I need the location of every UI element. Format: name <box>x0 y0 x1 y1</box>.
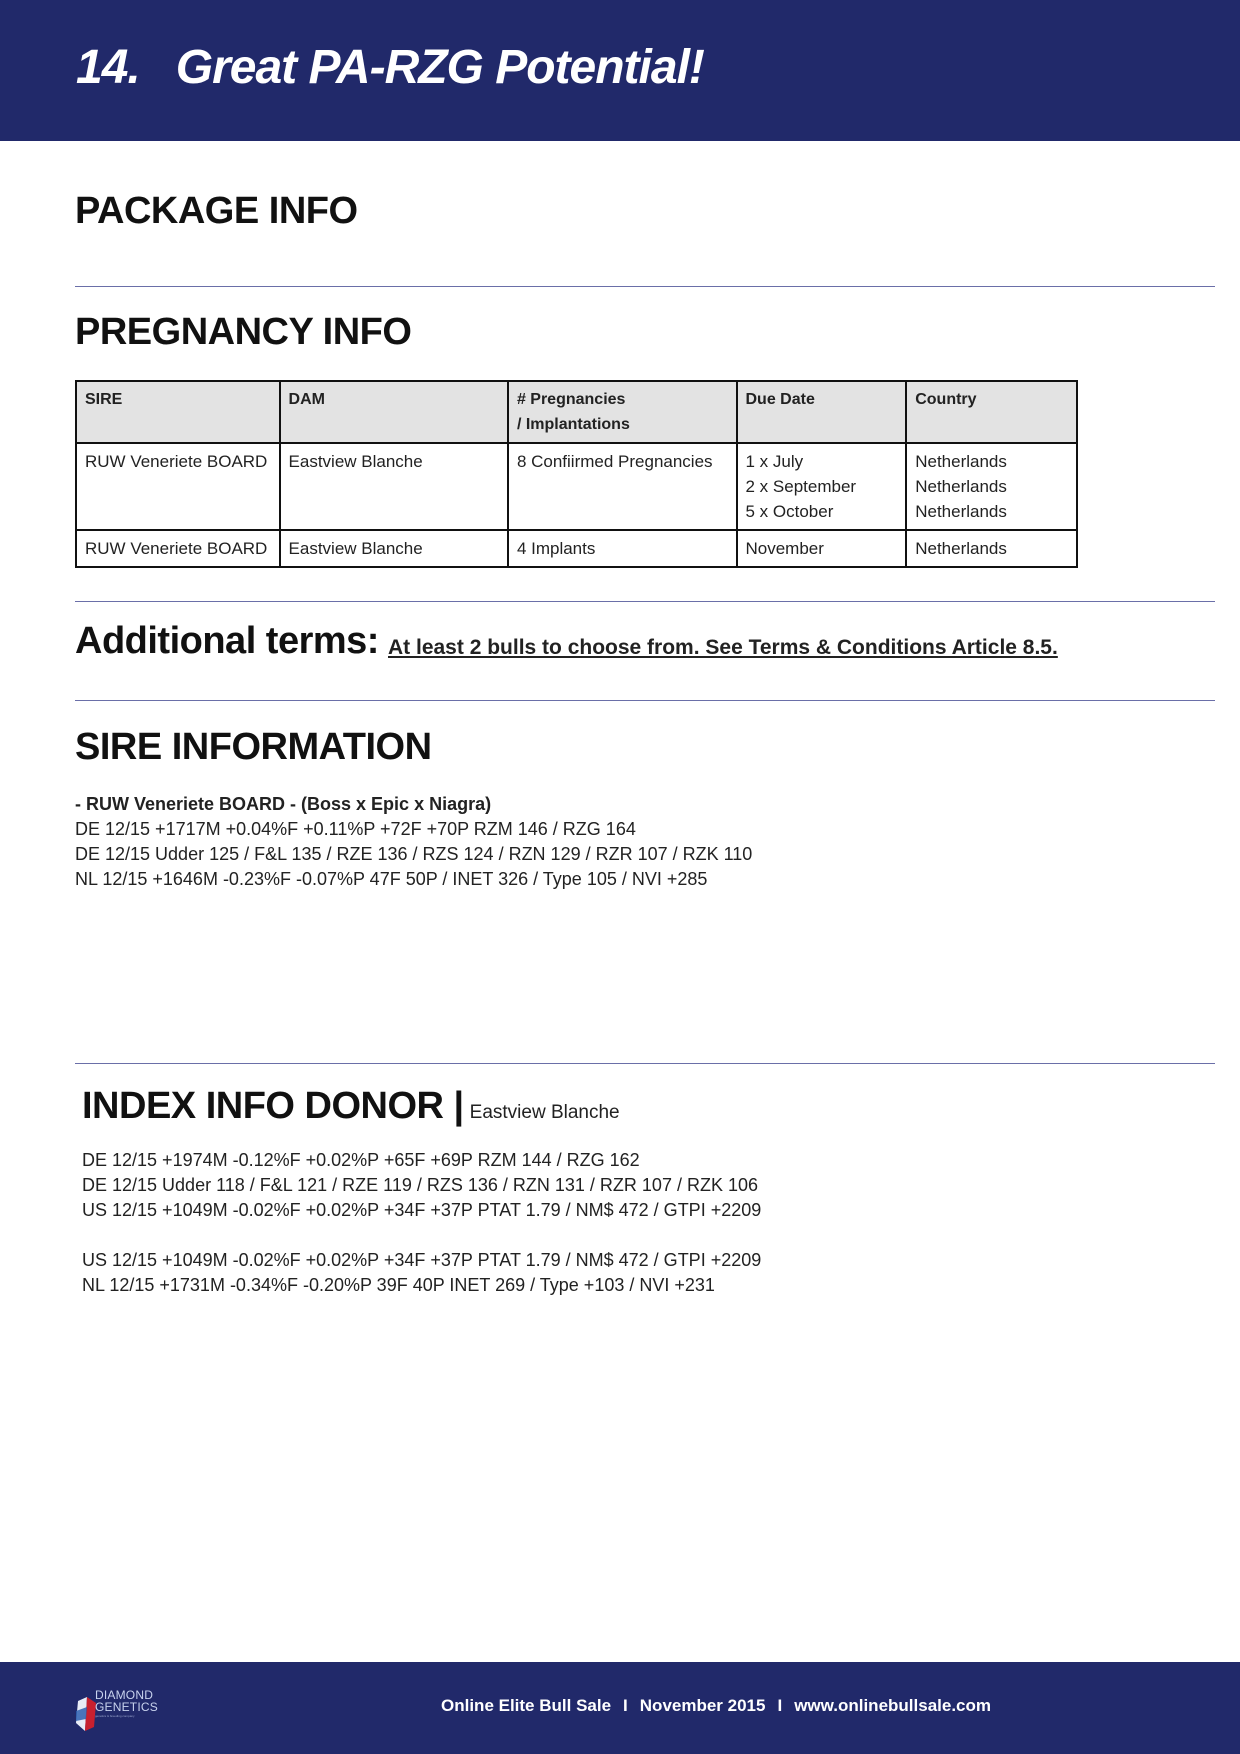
sire-index-line: NL 12/15 +1646M -0.23%F -0.07%P 47F 50P / INET 326 / Type 105 / NVI +285 <box>75 869 708 889</box>
page-header <box>0 0 1240 141</box>
sire-index-line: DE 12/15 Udder 125 / F&L 135 / RZE 136 / RZS 124 / RZN 129 / RZR 107 / RZK 110 <box>75 844 753 864</box>
sire-information-heading: SIRE INFORMATION <box>75 726 432 768</box>
donor-index-line: DE 12/15 +1974M -0.12%F +0.02%P +65F +69P RZM 144 / RZG 162 <box>82 1150 640 1170</box>
due-date-line: 5 x October <box>745 502 834 521</box>
table-header-row <box>76 381 1077 443</box>
cell-count: 8 Confiirmed Pregnancies <box>508 443 737 530</box>
column-header-pregnancies <box>508 381 737 443</box>
country-line: Netherlands <box>915 477 1007 496</box>
divider <box>75 700 1215 701</box>
column-header-pregnancies-line1: # Pregnancies <box>516 391 626 408</box>
footer-website-link[interactable]: www.onlinebullsale.com <box>794 1696 991 1715</box>
pregnancy-table <box>75 380 1078 568</box>
logo-line-genetics: GENETICS <box>95 1700 158 1714</box>
spacer <box>82 1223 761 1248</box>
cell-dam: Eastview Blanche <box>280 530 508 567</box>
logo-line-diamond: DIAMOND <box>95 1688 154 1702</box>
donor-index-line: NL 12/15 +1731M -0.34%F -0.20%P 39F 40P INET 269 / Type +103 / NVI +231 <box>82 1275 715 1295</box>
cell-due-date <box>737 443 907 530</box>
lot-title: Great PA-RZG Potential! <box>175 41 704 94</box>
footer-separator: I <box>623 1696 628 1715</box>
donor-index-line: US 12/15 +1049M -0.02%F +0.02%P +34F +37P PTAT 1.79 / NM$ 472 / GTPI +2209 <box>82 1200 762 1220</box>
donor-index-line: US 12/15 +1049M -0.02%F +0.02%P +34F +37P PTAT 1.79 / NM$ 472 / GTPI +2209 <box>82 1250 762 1270</box>
cell-sire: RUW Veneriete BOARD <box>76 443 280 530</box>
donor-name: Eastview Blanche <box>469 1102 620 1123</box>
additional-terms-label: Additional terms: <box>75 620 379 662</box>
donor-info-block <box>82 1148 761 1298</box>
pregnancy-info-heading: PREGNANCY INFO <box>75 311 412 353</box>
donor-index-line: DE 12/15 Udder 118 / F&L 121 / RZE 119 / RZS 136 / RZN 131 / RZR 107 / RZK 106 <box>82 1175 758 1195</box>
table-row <box>76 530 1077 567</box>
cell-dam: Eastview Blanche <box>280 443 508 530</box>
donor-heading <box>82 1085 620 1128</box>
footer-date: November 2015 <box>639 1696 766 1715</box>
additional-terms-text: At least 2 bulls to choose from. See Terms & Conditions Article 8.5. <box>388 636 1058 659</box>
divider <box>75 1063 1215 1064</box>
footer-sale-name: Online Elite Bull Sale <box>441 1696 612 1715</box>
column-header-sire: SIRE <box>76 381 280 443</box>
cell-country <box>906 443 1077 530</box>
country-line: Netherlands <box>915 539 1007 558</box>
column-header-pregnancies-line2: / Implantations <box>516 416 630 433</box>
logo-tagline: genetics & breeding company <box>95 1714 135 1718</box>
page-footer <box>0 1662 1240 1754</box>
page-title <box>76 40 704 95</box>
donor-heading-title: INDEX INFO DONOR | <box>82 1085 464 1127</box>
logo-wordmark <box>95 1689 158 1713</box>
column-header-dam: DAM <box>280 381 508 443</box>
column-header-due-date: Due Date <box>737 381 907 443</box>
cell-sire: RUW Veneriete BOARD <box>76 530 280 567</box>
package-info-heading: PACKAGE INFO <box>75 190 358 232</box>
divider <box>75 286 1215 287</box>
cell-country <box>906 530 1077 567</box>
country-line: Netherlands <box>915 502 1007 521</box>
footer-separator: I <box>777 1696 783 1715</box>
due-date-line: November <box>745 539 824 558</box>
table-row <box>76 443 1077 530</box>
column-header-country: Country <box>906 381 1077 443</box>
diamond-logo-icon <box>76 1693 96 1733</box>
cell-due-date <box>737 530 907 567</box>
sire-index-line: DE 12/15 +1717M +0.04%F +0.11%P +72F +70P RZM 146 / RZG 164 <box>75 819 636 839</box>
diamond-genetics-logo <box>76 1687 176 1732</box>
sire-name-line: - RUW Veneriete BOARD - (Boss x Epic x Niagra) <box>75 794 492 814</box>
divider <box>75 601 1215 602</box>
footer-info <box>441 1696 991 1716</box>
lot-number: 14. <box>76 41 140 94</box>
country-line: Netherlands <box>915 452 1007 471</box>
cell-count: 4 Implants <box>508 530 737 567</box>
due-date-line: 2 x September <box>745 477 857 496</box>
due-date-line: 1 x July <box>745 452 804 471</box>
sire-info-block <box>75 792 752 892</box>
